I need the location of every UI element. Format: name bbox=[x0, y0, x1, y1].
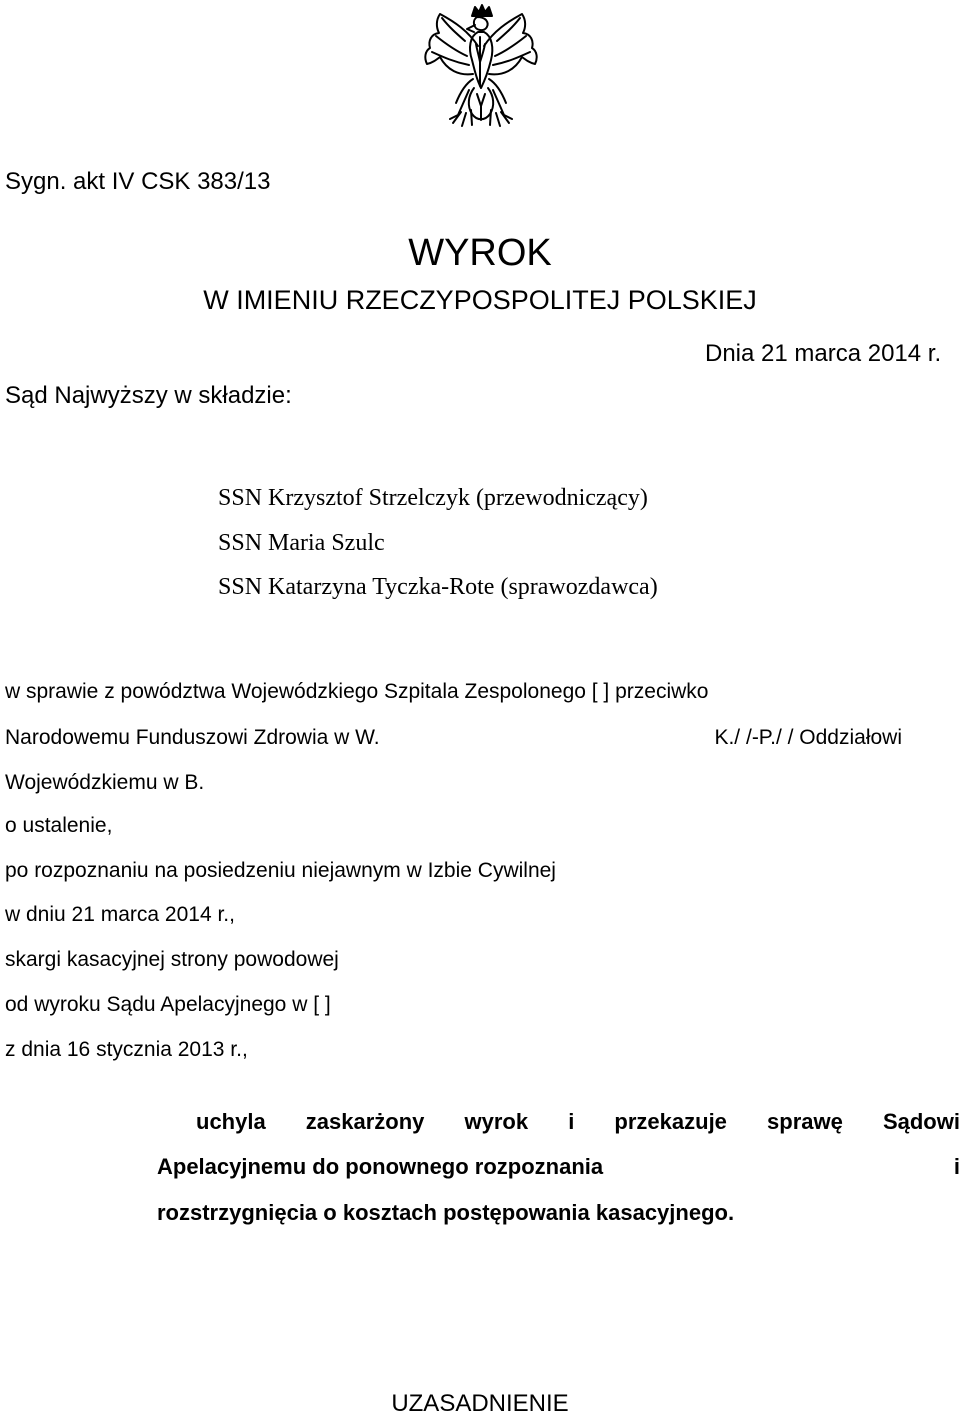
verdict-word: i bbox=[568, 1109, 575, 1134]
case-parties-line-3: Wojewódzkiemu w B. bbox=[5, 771, 205, 794]
document-title: WYROK bbox=[408, 232, 552, 274]
verdict-line-2-right: i bbox=[953, 1154, 960, 1179]
judge-reporting: SSN Katarzyna Tyczka-Rote (sprawozdawca) bbox=[218, 574, 658, 600]
verdict-word: sprawę bbox=[767, 1109, 843, 1134]
appeal-description: skargi kasacyjnej strony powodowej bbox=[5, 948, 339, 971]
session-date: w dniu 21 marca 2014 r., bbox=[5, 903, 235, 926]
verdict-line-2-left: Apelacyjnemu do ponownego rozpoznania bbox=[157, 1154, 604, 1179]
case-parties-line-1: w sprawie z powództwa Wojewódzkiego Szpitala Zespolonego [ ] przeciwko bbox=[5, 680, 709, 703]
case-subject: o ustalenie, bbox=[5, 814, 113, 837]
case-signature: Sygn. akt IV CSK 383/13 bbox=[5, 168, 271, 195]
judgment-date: Dnia 21 marca 2014 r. bbox=[705, 340, 942, 367]
appealed-judgment: od wyroku Sądu Apelacyjnego w [ ] bbox=[5, 993, 331, 1016]
case-parties-line-2-left: Narodowemu Funduszowi Zdrowia w W. bbox=[5, 726, 380, 749]
verdict-line-1 bbox=[196, 1109, 960, 1135]
verdict-word: uchyla bbox=[196, 1109, 266, 1134]
appealed-judgment-date: z dnia 16 stycznia 2013 r., bbox=[5, 1038, 248, 1061]
document-subtitle: W IMIENIU RZECZYPOSPOLITEJ POLSKIEJ bbox=[203, 285, 757, 315]
judge-presiding: SSN Krzysztof Strzelczyk (przewodniczący) bbox=[218, 485, 648, 511]
court-composition-label: Sąd Najwyższy w składzie: bbox=[5, 382, 292, 409]
case-parties-line-2-right: K./ /-P./ / Oddziałowi bbox=[714, 726, 902, 749]
polish-eagle-emblem bbox=[422, 2, 540, 130]
session-description: po rozpoznaniu na posiedzeniu niejawnym w Izbie Cywilnej bbox=[5, 859, 556, 882]
reasons-heading: UZASADNIENIE bbox=[391, 1390, 569, 1417]
verdict-word: zaskarżony bbox=[305, 1109, 425, 1134]
judge-member: SSN Maria Szulc bbox=[218, 530, 385, 556]
verdict-word: wyrok bbox=[464, 1109, 529, 1134]
verdict-line-3: rozstrzygnięcia o kosztach postępowania kasacyjnego. bbox=[157, 1200, 735, 1225]
verdict-word: Sądowi bbox=[882, 1109, 960, 1134]
verdict-line-2 bbox=[157, 1154, 960, 1180]
case-parties-line-2 bbox=[5, 726, 902, 750]
verdict-word: przekazuje bbox=[614, 1109, 727, 1134]
